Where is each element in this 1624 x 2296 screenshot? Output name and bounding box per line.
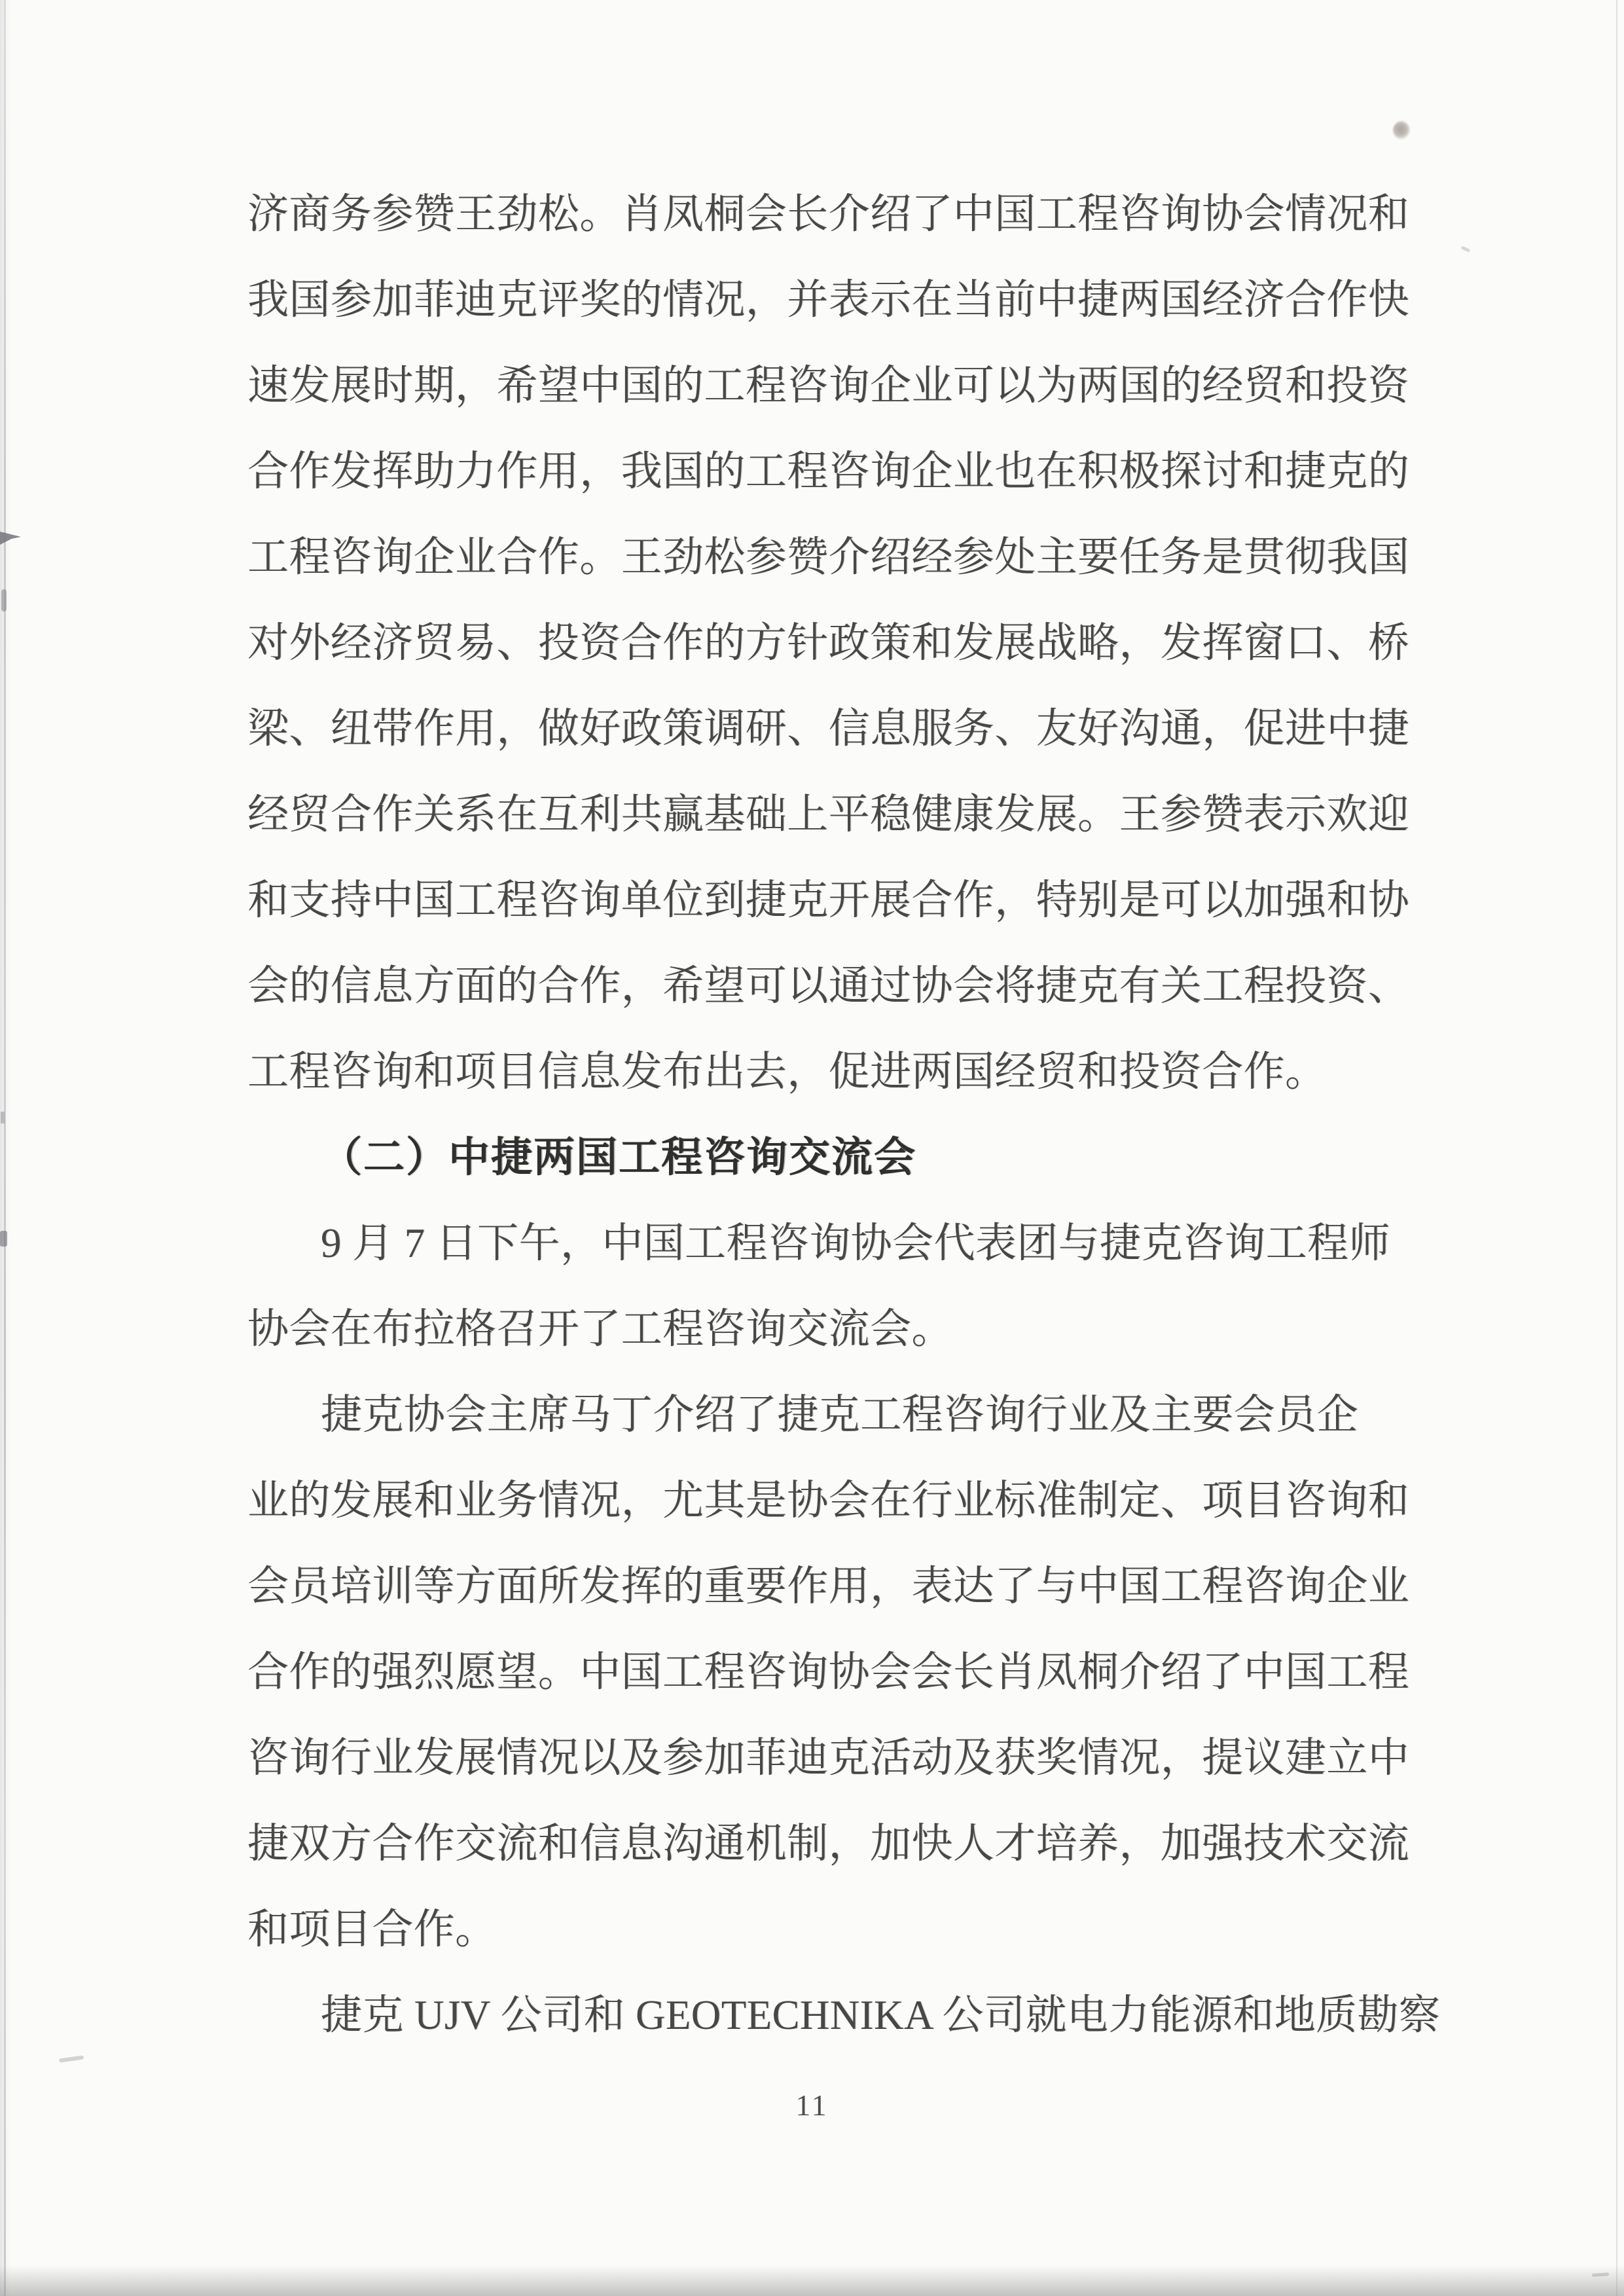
text-line-9: 和支持中国工程咨询单位到捷克开展合作，特别是可以加强和协 [247,877,1410,923]
text-line-14: 协会在布拉格召开了工程咨询交流会。 [247,1306,953,1352]
text-line-11: 工程咨询和项目信息发布出去，促进两国经贸和投资合作。 [247,1049,1327,1095]
scan-edge-tick [0,1231,7,1247]
scan-right-edge-line [1616,0,1617,2296]
text-line-20: 捷双方合作交流和信息沟通机制，加快人才培养，加强技术交流 [247,1821,1410,1867]
text-line-10: 会的信息方面的合作，希望可以通过协会将捷克有关工程投资、 [247,963,1410,1009]
text-line-7: 梁、纽带作用，做好政策调研、信息服务、友好沟通，促进中捷 [247,706,1410,752]
text-line-1: 济商务参赞王劲松。肖凤桐会长介绍了中国工程咨询协会情况和 [247,191,1410,237]
scan-edge-tick [1,1112,5,1123]
scan-edge-tick [1,589,7,611]
text-line-6: 对外经济贸易、投资合作的方针政策和发展战略，发挥窗口、桥 [247,620,1410,666]
scan-speck [1393,121,1410,139]
text-line-5: 工程咨询企业合作。王劲松参赞介绍经参处主要任务是贯彻我国 [247,534,1410,580]
scan-left-paper-edge [0,0,12,2296]
text-line-4: 合作发挥助力作用，我国的工程咨询企业也在积极探讨和捷克的 [247,448,1410,494]
scan-left-edge-line [4,0,6,2296]
text-line-8: 经贸合作关系在互利共赢基础上平稳健康发展。王参赞表示欢迎 [247,792,1410,837]
text-line-17: 会员培训等方面所发挥的重要作用，表达了与中国工程咨询企业 [247,1563,1410,1609]
section-heading: （二）中捷两国工程咨询交流会 [321,1135,916,1180]
scan-bottom-shadow [0,2265,1624,2296]
text-line-15: 捷克协会主席马丁介绍了捷克工程咨询行业及主要会员企 [321,1392,1358,1438]
text-line-16: 业的发展和业务情况，尤其是协会在行业标准制定、项目咨询和 [247,1478,1410,1523]
text-line-19: 咨询行业发展情况以及参加菲迪克活动及获奖情况，提议建立中 [247,1735,1410,1781]
text-line-22: 捷克 UJV 公司和 GEOTECHNIKA 公司就电力能源和地质勘察 [321,1992,1441,2038]
text-line-2: 我国参加菲迪克评奖的情况，并表示在当前中捷两国经济合作快 [247,277,1410,323]
text-block [247,172,1441,2058]
text-line-18: 合作的强烈愿望。中国工程咨询协会会长肖凤桐介绍了中国工程 [247,1649,1410,1695]
text-line-21: 和项目合作。 [247,1906,497,1952]
text-line-3: 速发展时期，希望中国的工程咨询企业可以为两国的经贸和投资 [247,363,1410,409]
scan-smudge [1461,246,1471,252]
page-number: 11 [795,2088,829,2122]
text-line-13: 9 月 7 日下午，中国工程咨询协会代表团与捷克咨询工程师 [321,1220,1390,1266]
scan-smudge [59,2055,84,2062]
